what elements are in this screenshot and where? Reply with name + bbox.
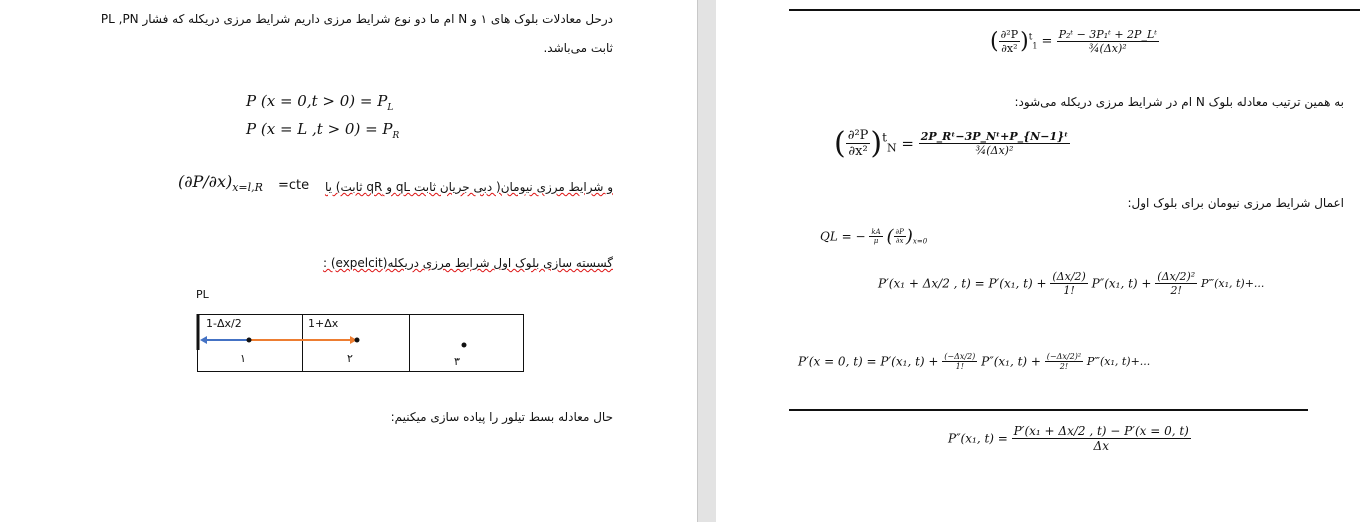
neumann-text: و شرایط مرزی نیومان( دبی جریان ثابت qL و qR ثابت) یا: [324, 180, 613, 194]
equation-block-n: ( $\frac{\text{∂²P}}{\text{∂x²}}$ )$^t_N$ = $\frac{\text{2P\_Rᵗ−3P\_Nᵗ+P\_\{N−1\}ᵗ}}{\text{¾(Δx)²}}$: [834, 126, 1069, 161]
equation-block-1: ( $\frac{\text{∂²P}}{\text{∂x²}}$ )$^t_1$ = $\frac{\text{P₂ᵗ − 3P₁ᵗ + 2P\_Lᵗ}}{\text{¾(Δx)²}}$: [990, 28, 1157, 55]
intro-line-2: ثابت می‌باشد.: [543, 41, 613, 55]
page-gutter: [697, 0, 717, 522]
equation-dirichlet-left: P $(x = 0,t > 0) = P_L$: [246, 92, 394, 113]
grid-outline: [198, 315, 524, 372]
neumann-cte: =cte: [278, 178, 310, 193]
text-neumann: اعمال شرایط مرزی نیومان برای بلوک اول:: [1127, 196, 1344, 210]
discretize-text: گسسته سازی بلوک اول شرایط مرزی دریکله(expelcit) :: [322, 256, 613, 270]
node-3: [462, 343, 467, 348]
equation-final: P″(x₁, t) = $\frac{\text{P′(x₁ + Δx/2 , t) − P′(x = 0, t)}}{\Delta x}$: [948, 424, 1189, 453]
equation-taylor-2: P′(x = 0, t) = P′(x₁, t) + $\frac{(-\Delta x/2)}{1!}$ P″(x₁, t) + $\frac{\text{(−Δx/2)²}}{2!}$ P‴(x₁, t)+...: [798, 352, 1151, 371]
equation-taylor-1: P′(x₁ + Δx/2 , t) = P′(x₁, t) + $\frac{(\Delta x/2)}{1!}$ P″(x₁, t) + $\frac{\text{(Δx/2)²}}{2!}$ P‴(x₁, t)+...: [878, 270, 1265, 297]
bottom-rule: [789, 409, 1308, 411]
equation-dirichlet-right: P (x = L $,t > 0) = P_R$: [246, 120, 400, 141]
arrow-left-label: 1-Δx/2: [206, 317, 242, 330]
text-block-n: به همین ترتیب معادله بلوک N ام در شرایط مرزی دریکله می‌شود:: [1014, 95, 1344, 109]
equation-ql: QL = − $\frac{kA}{\mu}$ ( $\frac{\partial P}{\partial x}$ )$_{x=0}$: [820, 226, 928, 247]
intro-line-1: درحل معادلات بلوک های ۱ و N ام ما دو نوع شرایط مرزی داریم شرایط مرزی دریکله که فشار PL ,PN: [100, 12, 613, 26]
top-rule: [789, 9, 1360, 11]
arrow-left-head: [200, 336, 207, 344]
cell-label-3: ۳: [454, 355, 460, 368]
node-1: [247, 338, 252, 343]
node-2: [355, 338, 360, 343]
right-page: [716, 0, 1372, 522]
neumann-expression: $(\partial P/\partial x)_{x=l,R}$: [178, 172, 263, 195]
arrow-right-label: 1+Δx: [308, 317, 339, 330]
taylor-text: حال معادله بسط تیلور را پیاده سازی میکنیم:: [390, 410, 613, 424]
pl-label: PL: [196, 288, 209, 301]
cell-label-1: ۱: [240, 352, 246, 365]
cell-label-2: ۲: [347, 352, 353, 365]
